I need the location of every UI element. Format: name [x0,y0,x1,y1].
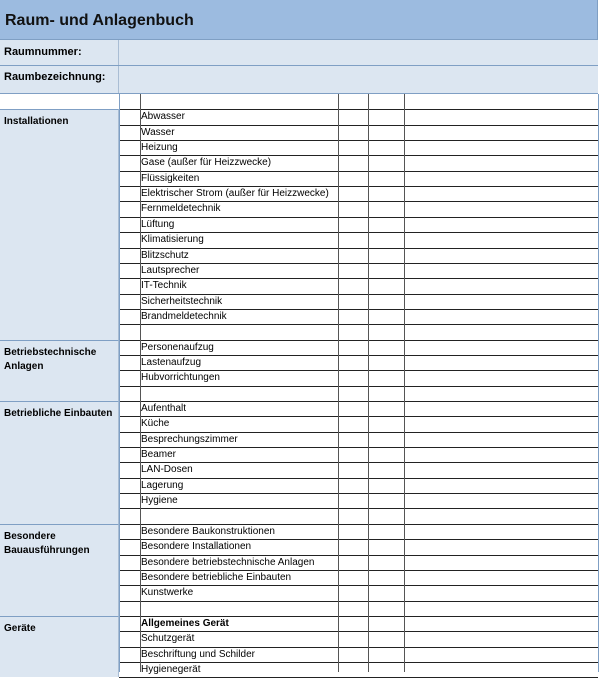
table-row-label[interactable]: Beschriftung und Schilder [141,648,255,660]
table-row-label[interactable]: Flüssigkeiten [141,172,200,184]
grid-line [119,309,598,310]
grid-line [119,585,598,586]
grid-line [119,217,598,218]
grid-column-line [404,94,405,672]
grid-line [119,478,598,479]
table-row-label[interactable]: Allgemeines Gerät [141,617,229,629]
grid-line [119,616,598,617]
category-3 [0,524,119,616]
category-label: Betriebstechnische Anlagen [4,346,97,372]
grid-line [119,370,598,371]
grid-line [119,232,598,233]
grid-column-line [140,94,141,672]
category-4 [0,616,119,677]
grid-line [119,416,598,417]
grid-line [119,570,598,571]
table-row-label[interactable]: Heizung [141,142,178,154]
grid-line [119,109,598,110]
category-2 [0,401,119,524]
grid-line [119,555,598,556]
category-label: Geräte [4,622,36,634]
grid-line [119,447,598,448]
table-row-label[interactable]: Besondere betriebstechnische Anlagen [141,556,315,568]
grid-line [119,340,598,341]
table-row-label[interactable]: Besprechungszimmer [141,433,238,445]
grid-line [119,263,598,264]
grid-line [119,647,598,648]
category-label: Betriebliche Einbauten [4,408,113,419]
grid-line [119,140,598,141]
table-row-label[interactable]: Klimatisierung [141,234,204,246]
table-row-label[interactable]: Hygienegerät [141,663,201,675]
table-row-label[interactable]: Brandmeldetechnik [141,310,227,322]
table-row-label[interactable]: Gase (außer für Heizzwecke) [141,157,272,169]
room-number-label: Raumnummer: [4,46,82,58]
table-row-label[interactable]: Hubvorrichtungen [141,372,220,384]
grid-line [119,294,598,295]
grid-line [119,462,598,463]
grid-line [119,248,598,249]
room-name-row [0,66,598,94]
table-row-label[interactable]: Elektrischer Strom (außer für Heizzwecke) [141,188,329,200]
grid-line [119,493,598,494]
grid-line [119,324,598,325]
grid-line [119,186,598,187]
grid-line [119,278,598,279]
room-name-field[interactable] [118,66,598,93]
table-row-label[interactable]: Sicherheitstechnik [141,295,223,307]
category-1 [0,340,119,401]
grid-column-line [119,94,120,672]
table-row-label[interactable]: Hygiene [141,495,178,507]
grid-column-line [368,94,369,672]
room-number-field[interactable] [118,40,598,65]
category-label: Installationen [4,116,69,128]
table-row-label[interactable]: Wasser [141,126,175,138]
grid-line [119,386,598,387]
table-row-label[interactable]: Besondere Baukonstruktionen [141,525,275,537]
grid-line [119,355,598,356]
grid-line [119,631,598,632]
grid-line [119,171,598,172]
table-row-label[interactable]: Abwasser [141,111,185,123]
room-number-row [0,40,598,66]
grid-line [119,155,598,156]
table-row-label[interactable]: LAN-Dosen [141,464,193,476]
grid-line [119,401,598,402]
title-row [0,0,598,40]
table-row-label[interactable]: Blitzschutz [141,249,189,261]
table-row-label[interactable]: Schutzgerät [141,633,195,645]
table-row-label[interactable]: Besondere Installationen [141,541,252,553]
grid-line [119,662,598,663]
room-name-label: Raumbezeichnung: [4,71,106,83]
table-row-label[interactable]: Lautsprecher [141,264,200,276]
table-row-label[interactable]: Küche [141,418,170,430]
table-row-label[interactable]: Beamer [141,449,177,461]
grid-line [119,524,598,525]
grid-line [119,601,598,602]
grid-line [119,125,598,126]
table-row-label[interactable]: Aufenthalt [141,403,187,414]
grid-line [119,201,598,202]
grid-line [119,508,598,509]
table-row-label[interactable]: Lüftung [141,218,175,230]
table-row-label[interactable]: Lagerung [141,479,184,491]
table-row-label[interactable]: Besondere betriebliche Einbauten [141,571,292,583]
grid-line [119,539,598,540]
table-row-label[interactable]: IT-Technik [141,280,187,292]
category-0 [0,109,119,339]
table-row-label[interactable]: Personenaufzug [141,341,214,353]
grid-line [119,432,598,433]
table-row-label[interactable]: Kunstwerke [141,587,194,599]
table-row-label[interactable]: Fernmeldetechnik [141,203,221,215]
grid-column-line [338,94,339,672]
table-row-label[interactable]: Lastenaufzug [141,356,202,368]
page-title: Raum- und Anlagenbuch [5,12,194,29]
category-label: Besondere Bauausführungen [4,530,90,556]
grid-column-line [598,94,599,672]
